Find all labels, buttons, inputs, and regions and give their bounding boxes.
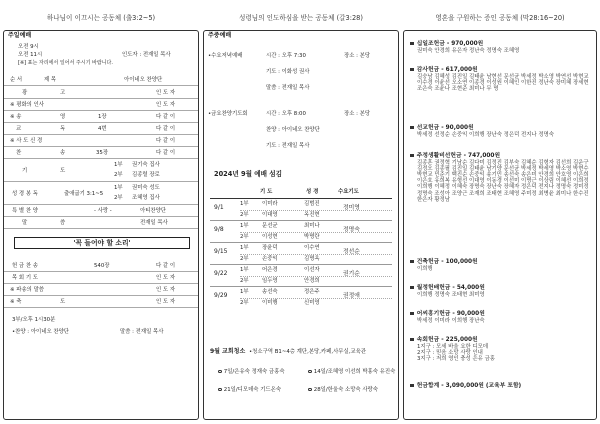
offering-head [410,67,592,74]
scripture-ref: 출애굽기 3:1~5 [64,191,104,197]
order-middle: 4번 [98,126,107,132]
schedule-date: 9/22 [214,270,228,277]
divider [240,298,392,299]
service-part: 2부 [240,278,249,284]
order-item-a: 광 [22,90,28,96]
prayer-name: 이미라 [262,201,278,207]
offering-title: 건축헌금 - 100,000원 [416,259,478,265]
offering-names: 권미숙 안경희 유은자 정난숙 정명숙 조혜영 [417,47,520,54]
offering-item [410,337,592,362]
square-bullet-icon [410,312,414,316]
sermon-title: '꼭 들어야 할 소리' [14,237,190,249]
offering-title: 선교헌금 - 90,000원 [416,125,474,131]
order-leader: 권기숙 집사 [132,162,160,168]
service-part: 2부 [240,234,249,240]
schedule-header-prayer: 기 도 [260,189,273,195]
square-bullet-icon [410,68,414,72]
bible-name: 옥진현 [304,212,320,218]
square-bullet-icon [410,154,414,158]
offering-head [410,153,592,160]
order-leader: 조혜영 집사 [132,195,160,201]
order-row [4,285,198,296]
order-middle: 35장 [96,150,109,156]
order-middle: 540장 [94,263,110,269]
schedule-table [210,187,392,311]
order-leader: 다 같 이 [156,114,176,120]
third-service-sermon: 말씀 : 전재일 목사 [120,329,164,335]
order-row [4,261,198,272]
offering-title: 감사헌금 - 617,000원 [416,67,478,73]
bible-name: 신미영 [304,300,320,306]
service-part: 2부 [240,300,249,306]
offering-head [410,383,592,390]
prayer-name: 문선균 [262,223,278,229]
service-part: 1부 [114,162,123,168]
offering-item [410,311,592,324]
square-bullet-icon [410,384,414,388]
cleaning-note: •청소구역 B1~4층 계단,본당,카페,사무실,교육관 [248,349,367,355]
order-item-b: 영 [60,114,66,120]
offering-head [410,41,592,48]
bible-name: 정은주 [304,289,320,295]
order-item-b: 씀 [60,220,66,226]
wednesday-prayer: 기도 : 이화성 권사 [266,69,310,75]
column-title: 성령님의 인도하심을 받는 공동체 (갈3:28) [239,14,363,22]
bible-name: 최미나 [304,223,320,229]
offering-names: 김숭남 김혜성 김진일 김태윤 남현선 문선균 박세정 박소영 박연선 박현교 이수경 이윤선 오소연 이종경 이성원 이혜인 이한진 정난숙 장미혜 장세현 조은숙 조윤나 조현준 최미나 무 명 [417,73,589,93]
offering-names: 김종혼 권정혁 기남순 김다미 김정진 김부숙 김혜순 김형자 김선희 김운구 김정오 김종필 김진일 김태윤 남기양 문선균 박세정 박세영 박소영 박현수 박현교 민준기 백진순 손중익 송기민 송선숙 송은미 안경희 안호영 이은희 이은호 유희복 유형선 이대영 이동경 이선미 이명근 이상림 이혜선 이희정 이희행 이혜정 이혜숙 장명숙 장난숙 장혜자 정은덕 전지나 정명숙 정미정 정명숙 조성아 조양근 조재희 조태현 조혜영 주미정 최병윤 최미나 한수진 한은자 황정남 [417,159,589,203]
offering-head [410,311,592,318]
weekday-worship-box [203,30,399,420]
service-part: 2부 [114,195,123,201]
wed-prayer-name: 권기순 [343,271,360,277]
order-item-a: 특 별 찬 양 [12,208,38,214]
order-leader: 인 도 자 [156,90,176,96]
order-item-a: ※ 파송의 말씀 [10,287,44,293]
prayer-name: 이대영 [262,212,278,218]
sunday-worship-box [3,30,199,420]
friday-service-name: •금요찬양기도회 [208,111,248,117]
leader-label: 인도자 : 전재일 목사 [122,52,171,58]
third-service-praise: •찬양 : 아이네오 찬양단 [12,329,70,335]
cleaning-item [308,387,378,393]
friday-time: 시간 : 오후 8:00 [266,111,306,117]
cleaning-text: 7일/은유숙 정재숙 금홍숙 [223,369,285,375]
order-row [4,88,198,99]
offering-names: 이희행 정명숙 조태현 최미영 [417,291,485,298]
prayer-name: 임두영 [262,278,278,284]
offering-title: 헌금합계 - 3,090,000원 (교육부 포함) [416,383,522,389]
prayer-name: 어은경 [262,267,278,273]
order-leader: 인 도 자 [156,299,176,305]
cleaning-text: 21일/디모데숙 기드온숙 [223,387,282,393]
bible-name: 김범진 [304,201,320,207]
order-item-a: 목 회 기 도 [12,275,38,281]
order-leader: 인 도 자 [156,287,176,293]
friday-place: 장소 : 본당 [344,111,371,117]
order-leader: 인 도 자 [156,275,176,281]
service-part: 2부 [240,212,249,218]
bible-name: 김명옥 [304,256,320,262]
schedule-row [210,287,392,309]
order-leader: 다 같 이 [156,263,176,269]
wed-prayer-name: 권정애 [343,293,360,299]
offering-head [410,125,592,132]
order-row [4,100,198,111]
order-item-a: ※ 축 [10,299,22,305]
bible-name: 이수연 [304,245,320,251]
offering-total [410,383,592,390]
order-item-a: 기 [22,168,28,174]
offering-item [410,125,592,138]
offering-box [403,30,597,420]
offering-item [410,67,592,92]
order-middle: - 사랑 - [94,208,112,214]
order-row-scripture [4,183,198,205]
wednesday-time: 시간 : 오후 7:30 [266,53,306,59]
service-part: 1부 [240,201,249,207]
offering-item [410,41,592,54]
service-part: 1부 [114,185,123,191]
standing-notice: [※] 표는 자리에서 일어서 주시기 바랍니다. [18,60,113,66]
order-row [4,112,198,123]
service-part: 1부 [240,223,249,229]
offering-title: 속회헌금 - 225,000원 [416,337,478,343]
cleaning-item [218,387,281,393]
order-item-b: 도 [60,168,66,174]
order-item-b: 독 [60,126,66,132]
wednesday-sermon: 말씀 : 전재일 목사 [266,85,310,91]
column-title: 하나님이 이끄시는 공동체 (출3:2~5) [46,14,156,22]
schedule-title: 2024년 9월 예배 섬김 [214,170,283,178]
order-leader: 김종렬 장로 [132,172,160,178]
bible-name: 박명란 [304,234,320,240]
offering-title: 십일조헌금 - 970,000원 [416,41,484,47]
offering-column [403,0,597,424]
wed-prayer-name: 정명숙 [343,227,360,233]
square-bullet-icon [410,260,414,264]
section-heading: 주일예배 [8,32,32,39]
divider [240,232,392,233]
bible-name: 안경희 [304,278,320,284]
order-leader: 권미숙 성도 [132,185,160,191]
divider [240,254,392,255]
prayer-name: 이성현 [262,234,278,240]
service-time-2: 오전 11시 [18,52,43,58]
order-leader: 다 같 이 [156,138,176,144]
service-part: 1부 [240,245,249,251]
order-row [4,206,198,217]
offering-names: 이희행 [417,265,433,272]
order-row [4,273,198,284]
cleaning-item [218,369,285,375]
prayer-name: 손중익 [262,256,278,262]
order-row [4,297,198,308]
header-leader: 아이네오 찬양단 [124,77,163,83]
schedule-row [210,265,392,287]
order-item-a: ※ 사 도 신 경 [10,138,43,144]
bible-name: 이선자 [304,267,320,273]
order-middle: 1장 [98,114,107,120]
offering-title: 월정헌배헌금 - 54,000원 [416,285,485,291]
circle-icon [308,370,312,374]
schedule-date: 9/1 [214,204,224,211]
schedule-header-wed: 수요기도 [338,189,359,195]
circle-icon [218,370,222,374]
service-part: 2부 [240,256,249,262]
service-part: 2부 [114,172,123,178]
service-part: 1부 [240,289,249,295]
cleaning-item [308,369,395,375]
order-item-b: 도 [60,299,66,305]
service-time-1: 오전 9시 [18,44,39,50]
column-title: 영혼을 구원하는 증인 공동체 (막28:16~20) [435,14,565,22]
offering-head [410,259,592,266]
order-row [4,218,198,229]
schedule-date: 9/15 [214,248,228,255]
order-item-a: ※ 송 [10,114,22,120]
order-item-b: 고 [60,90,66,96]
order-leader: 다 같 이 [156,150,176,156]
order-header [4,75,198,86]
order-item-a: 찬 [16,150,22,156]
prayer-name: 이미행 [262,300,278,306]
order-item-a: 헌 금 찬 송 [12,263,38,269]
order-leader: 전재일 목사 [140,220,168,226]
order-item-a: 교 [16,126,22,132]
order-leader: 다 같 이 [156,126,176,132]
order-row-prayer [4,160,198,182]
divider [240,276,392,277]
order-item-a: 말 [22,220,28,226]
square-bullet-icon [410,126,414,130]
order-leader: 아티찬양단 [140,208,167,214]
divider [240,210,392,211]
cleaning-text: 28일/한울숙 소망숙 사랑숙 [313,387,378,393]
header-order: 순 서 [10,77,23,83]
friday-praise: 찬양 : 아이네오 찬양단 [266,127,320,133]
offering-head [410,285,592,292]
square-bullet-icon [410,286,414,290]
circle-icon [308,388,312,392]
schedule-date: 9/29 [214,292,228,299]
weekday-column [203,0,399,424]
schedule-row [210,199,392,221]
offering-names: 박세정 선정순 손중익 이희행 장난숙 정은덕 전지나 정명숙 [417,131,554,138]
prayer-name: 송선숙 [262,289,278,295]
order-item-a: 성 경 봉 독 [12,191,38,197]
offering-title: 주정생활비선헌금 - 747,000원 [416,153,501,159]
offering-item [410,153,592,203]
offering-names: 박세정 이미라 이희행 장난숙 [417,317,485,324]
third-service-time: 3부/오후 1시30분 [12,317,56,323]
schedule-row [210,221,392,243]
order-row [4,148,198,159]
circle-icon [218,388,222,392]
prayer-name: 장윤덕 [262,245,278,251]
offering-names: 1지구 : 모세 바울 요한 디모데 2지구 : 믿음 소망 사랑 인내 3지구 : 저희 영인 충성 은유 금홍 [417,343,496,363]
order-item-a: ※ 평화의 인사 [10,102,44,108]
order-row [4,136,198,147]
order-item-b: 송 [60,150,66,156]
friday-prayer: 기도 : 전재일 목사 [266,143,310,149]
cleaning-title: 9월 교회청소 [210,348,246,355]
square-bullet-icon [410,338,414,342]
offering-item [410,259,592,272]
worship-column [3,0,199,424]
header-title: 제 목 [44,77,57,83]
order-leader: 인 도 자 [156,102,176,108]
wed-prayer-name: 정선순 [343,249,360,255]
schedule-row [210,243,392,265]
wed-prayer-name: 정미영 [343,205,360,211]
cleaning-section [210,349,366,356]
wednesday-place: 장소 : 본당 [344,53,371,59]
offering-head [410,337,592,344]
offering-title: 어씨홍기헌금 - 90,000원 [416,311,485,317]
schedule-date: 9/8 [214,226,224,233]
cleaning-text: 14일/조혜영 이선희 박홍숙 유진숙 [313,369,396,375]
square-bullet-icon [410,42,414,46]
offering-item [410,285,592,298]
schedule-header-bible: 성 경 [306,189,319,195]
section-heading: 주중예배 [208,32,232,39]
service-part: 1부 [240,267,249,273]
order-row [4,124,198,135]
wednesday-service-name: •수요저녁예배 [208,53,243,59]
